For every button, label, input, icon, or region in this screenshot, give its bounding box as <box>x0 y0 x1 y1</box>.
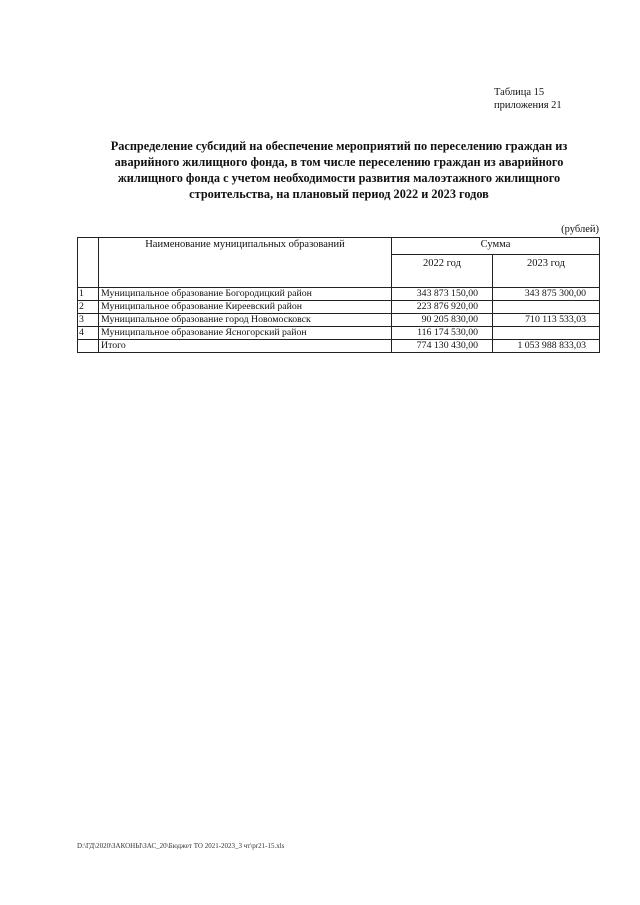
row-amount-2022: 90 205 830,00 <box>392 314 493 327</box>
row-amount-2023 <box>493 301 600 314</box>
row-municipality: Муниципальное образование город Новомосковск <box>99 314 392 327</box>
row-number: 2 <box>78 301 99 314</box>
title-line-4: строительства, на плановый период 2022 и 2023 годов <box>189 187 489 201</box>
row-amount-2023 <box>493 327 600 340</box>
row-number: 4 <box>78 327 99 340</box>
table-row <box>78 301 600 314</box>
row-municipality: Муниципальное образование Богородицкий район <box>99 288 392 301</box>
total-row <box>78 340 600 353</box>
header-sum: Сумма <box>392 238 600 255</box>
table-reference <box>494 86 562 112</box>
header-year-2022: 2022 год <box>392 255 493 288</box>
title-line-3: жилищного фонда с учетом необходимости развития малоэтажного жилищного <box>117 171 561 185</box>
header-number-cell <box>78 238 99 288</box>
row-municipality: Муниципальное образование Ясногорский район <box>99 327 392 340</box>
total-label: Итого <box>99 340 392 353</box>
row-number: 3 <box>78 314 99 327</box>
header-year-2023: 2023 год <box>493 255 600 288</box>
subsidy-table <box>77 237 600 353</box>
row-amount-2023: 710 113 533,03 <box>493 314 600 327</box>
document-title <box>96 138 582 202</box>
appendix-number: приложения 21 <box>494 100 562 111</box>
row-amount-2023: 343 875 300,00 <box>493 288 600 301</box>
table-row <box>78 288 600 301</box>
table-row <box>78 314 600 327</box>
row-amount-2022: 223 876 920,00 <box>392 301 493 314</box>
file-path-footer: D:\ГД\2020\ЗАКОНЫ\ЗАС_20\Бюджет ТО 2021-2023_3 чт\pr21-15.xls <box>77 842 285 850</box>
unit-label: (рублей) <box>561 224 599 235</box>
total-amount-2023: 1 053 988 833,03 <box>493 340 600 353</box>
row-amount-2022: 116 174 530,00 <box>392 327 493 340</box>
header-municipality: Наименование муниципальных образований <box>99 238 392 288</box>
total-number <box>78 340 99 353</box>
row-municipality: Муниципальное образование Киреевский район <box>99 301 392 314</box>
row-number: 1 <box>78 288 99 301</box>
title-line-2: аварийного жилищного фонда, в том числе переселению граждан из аварийного <box>114 155 564 169</box>
table-number: Таблица 15 <box>494 87 545 98</box>
table-row <box>78 327 600 340</box>
row-amount-2022: 343 873 150,00 <box>392 288 493 301</box>
header-row <box>78 238 600 255</box>
title-line-1: Распределение субсидий на обеспечение мероприятий по переселению граждан из <box>110 139 568 153</box>
total-amount-2022: 774 130 430,00 <box>392 340 493 353</box>
